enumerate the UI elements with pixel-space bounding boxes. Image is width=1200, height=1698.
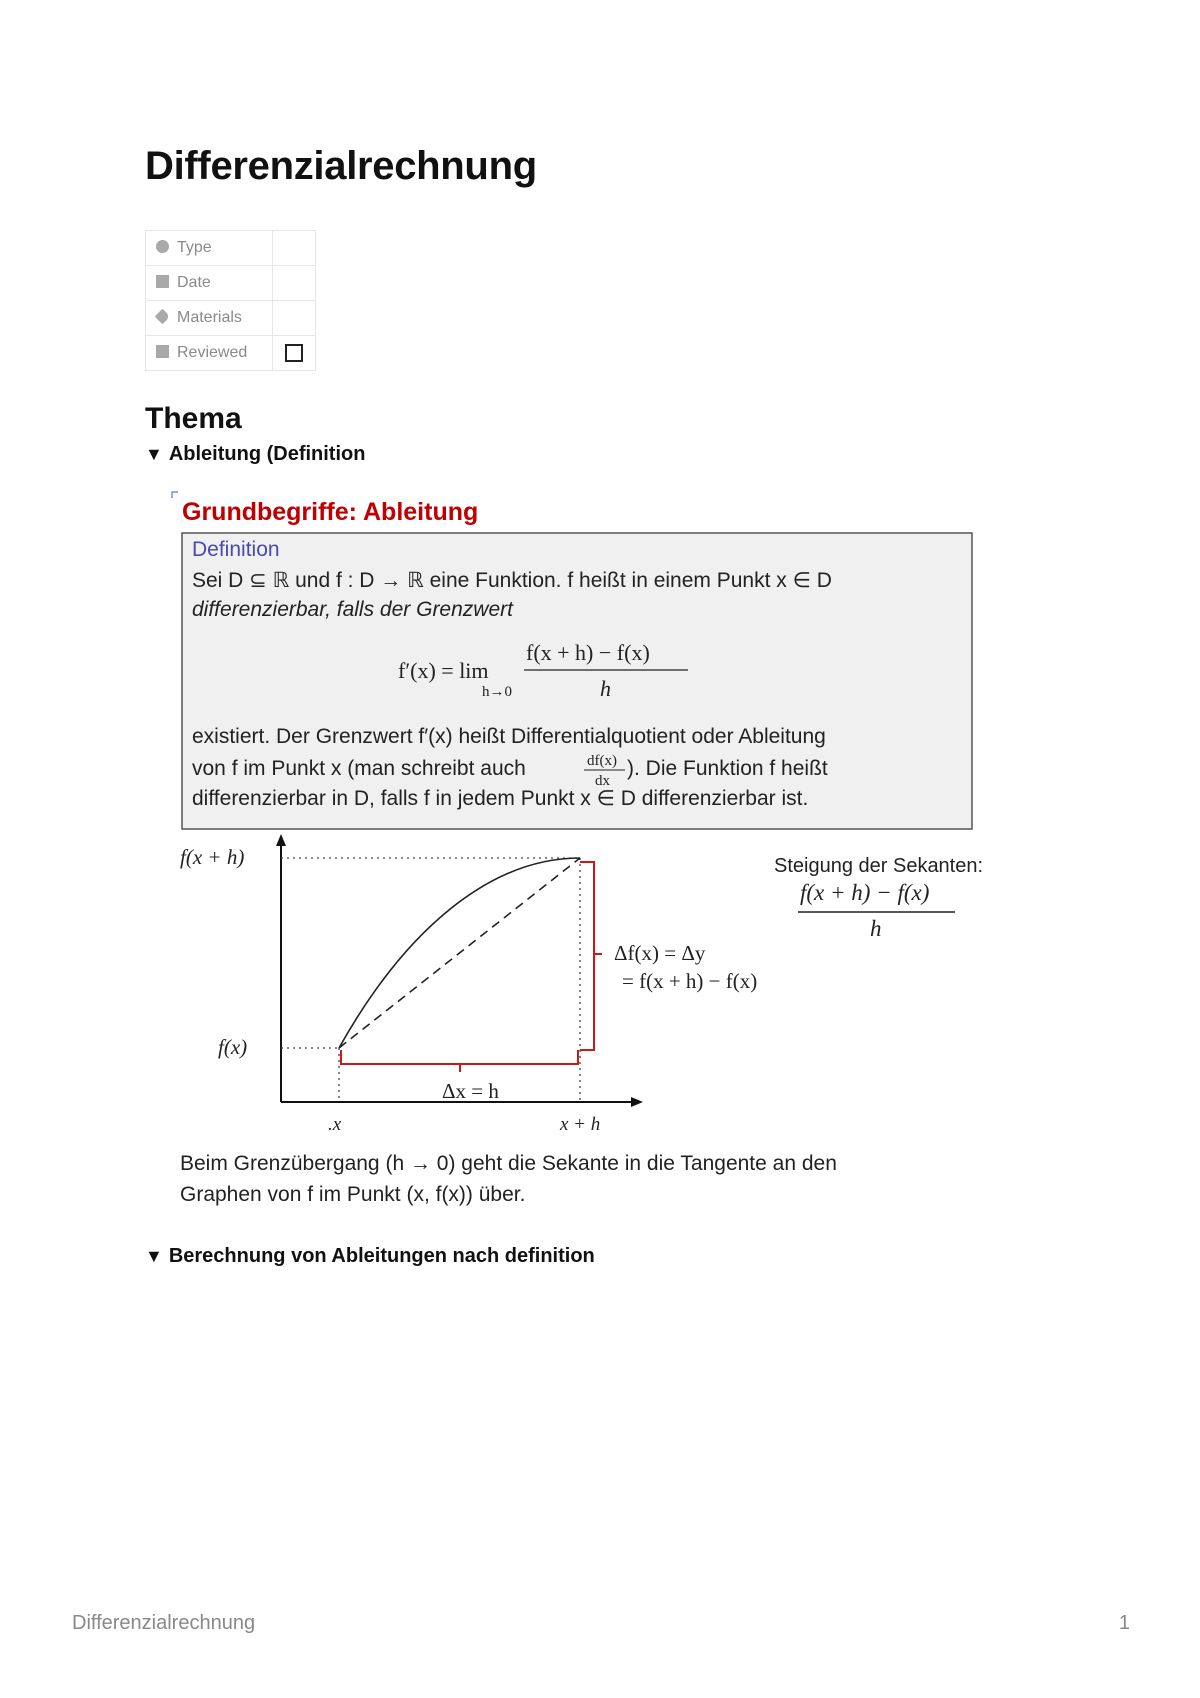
figure-caption: Beim Grenzübergang (h → 0) geht die Sekante in die Tangente an den	[180, 1152, 837, 1175]
footer-title: Differenzialrechnung	[72, 1612, 256, 1634]
section-heading: Thema	[145, 402, 242, 435]
triangle-down-icon[interactable]: ▼	[145, 444, 163, 464]
y-axis-arrow	[276, 834, 286, 846]
x-axis-arrow	[631, 1097, 643, 1107]
properties-table	[145, 230, 316, 371]
figure-caption: Graphen von f im Punkt (x, f(x)) über.	[180, 1183, 526, 1206]
formula-denominator: h	[600, 676, 611, 701]
calendar-icon	[156, 275, 169, 288]
secant-line	[339, 858, 580, 1048]
secant-numerator: f(x + h) − f(x)	[800, 880, 930, 905]
toggle-label: Ableitung (Definition	[168, 443, 366, 465]
page-title: Differenzialrechnung	[145, 144, 537, 188]
formula-numerator: f(x + h) − f(x)	[526, 640, 650, 665]
toggle-ableitung-definition[interactable]	[145, 443, 365, 466]
delta-x-label: Δx = h	[442, 1079, 499, 1103]
toggle-berechnung[interactable]	[145, 1245, 595, 1268]
x-label-right: x + h	[560, 1114, 601, 1135]
definition-line: differenzierbar in D, falls f in jedem Punkt x ∈ D differenzierbar ist.	[192, 787, 809, 810]
definition-title: Definition	[192, 538, 280, 561]
property-label: Date	[177, 274, 211, 291]
property-row-reviewed[interactable]	[146, 336, 316, 371]
definition-line: von f im Punkt x (man schreibt auch	[192, 757, 526, 780]
secant-denominator: h	[870, 916, 882, 941]
y-label-top: f(x + h)	[180, 845, 245, 869]
property-label: Materials	[177, 309, 242, 326]
page-number: 1	[1118, 1612, 1130, 1634]
inline-fraction-den: dx	[595, 773, 610, 789]
checkbox-icon	[156, 345, 169, 358]
toggle-label: Berechnung von Ableitungen nach definition	[168, 1245, 595, 1267]
property-row-date[interactable]	[146, 266, 316, 301]
property-value[interactable]	[273, 266, 316, 301]
property-value[interactable]	[273, 231, 316, 266]
formula-sub: h→0	[482, 684, 512, 700]
definition-figure	[170, 490, 1050, 1210]
definition-line: existiert. Der Grenzwert f′(x) heißt Differentialquotient oder Ableitung	[192, 725, 826, 748]
x-label-left: .x	[328, 1114, 342, 1135]
property-row-materials[interactable]	[146, 301, 316, 336]
delta-x-bracket	[341, 1050, 578, 1072]
figure-heading: Grundbegriffe: Ableitung	[182, 498, 479, 526]
delta-f-label: Δf(x) = Δy	[614, 941, 706, 965]
tag-icon	[155, 309, 171, 325]
property-label: Type	[177, 239, 212, 256]
property-row-type[interactable]	[146, 231, 316, 266]
definition-line: Sei D ⊆ ℝ und f : D → ℝ eine Funktion. f heißt in einem Punkt x ∈ D	[192, 569, 832, 592]
property-label: Reviewed	[177, 344, 248, 361]
definition-line: ). Die Funktion f heißt	[627, 757, 828, 780]
type-icon	[156, 240, 169, 253]
delta-y-bracket	[580, 862, 602, 1050]
delta-f-label: = f(x + h) − f(x)	[622, 969, 758, 993]
inline-fraction-num: df(x)	[587, 753, 617, 769]
reviewed-checkbox[interactable]	[285, 344, 303, 362]
property-value[interactable]	[273, 301, 316, 336]
secant-title: Steigung der Sekanten:	[774, 855, 984, 877]
y-label-bottom: f(x)	[218, 1035, 248, 1059]
definition-line: differenzierbar, falls der Grenzwert	[192, 598, 513, 621]
formula-lhs: f′(x) = lim	[398, 658, 489, 683]
triangle-down-icon[interactable]: ▼	[145, 1246, 163, 1266]
